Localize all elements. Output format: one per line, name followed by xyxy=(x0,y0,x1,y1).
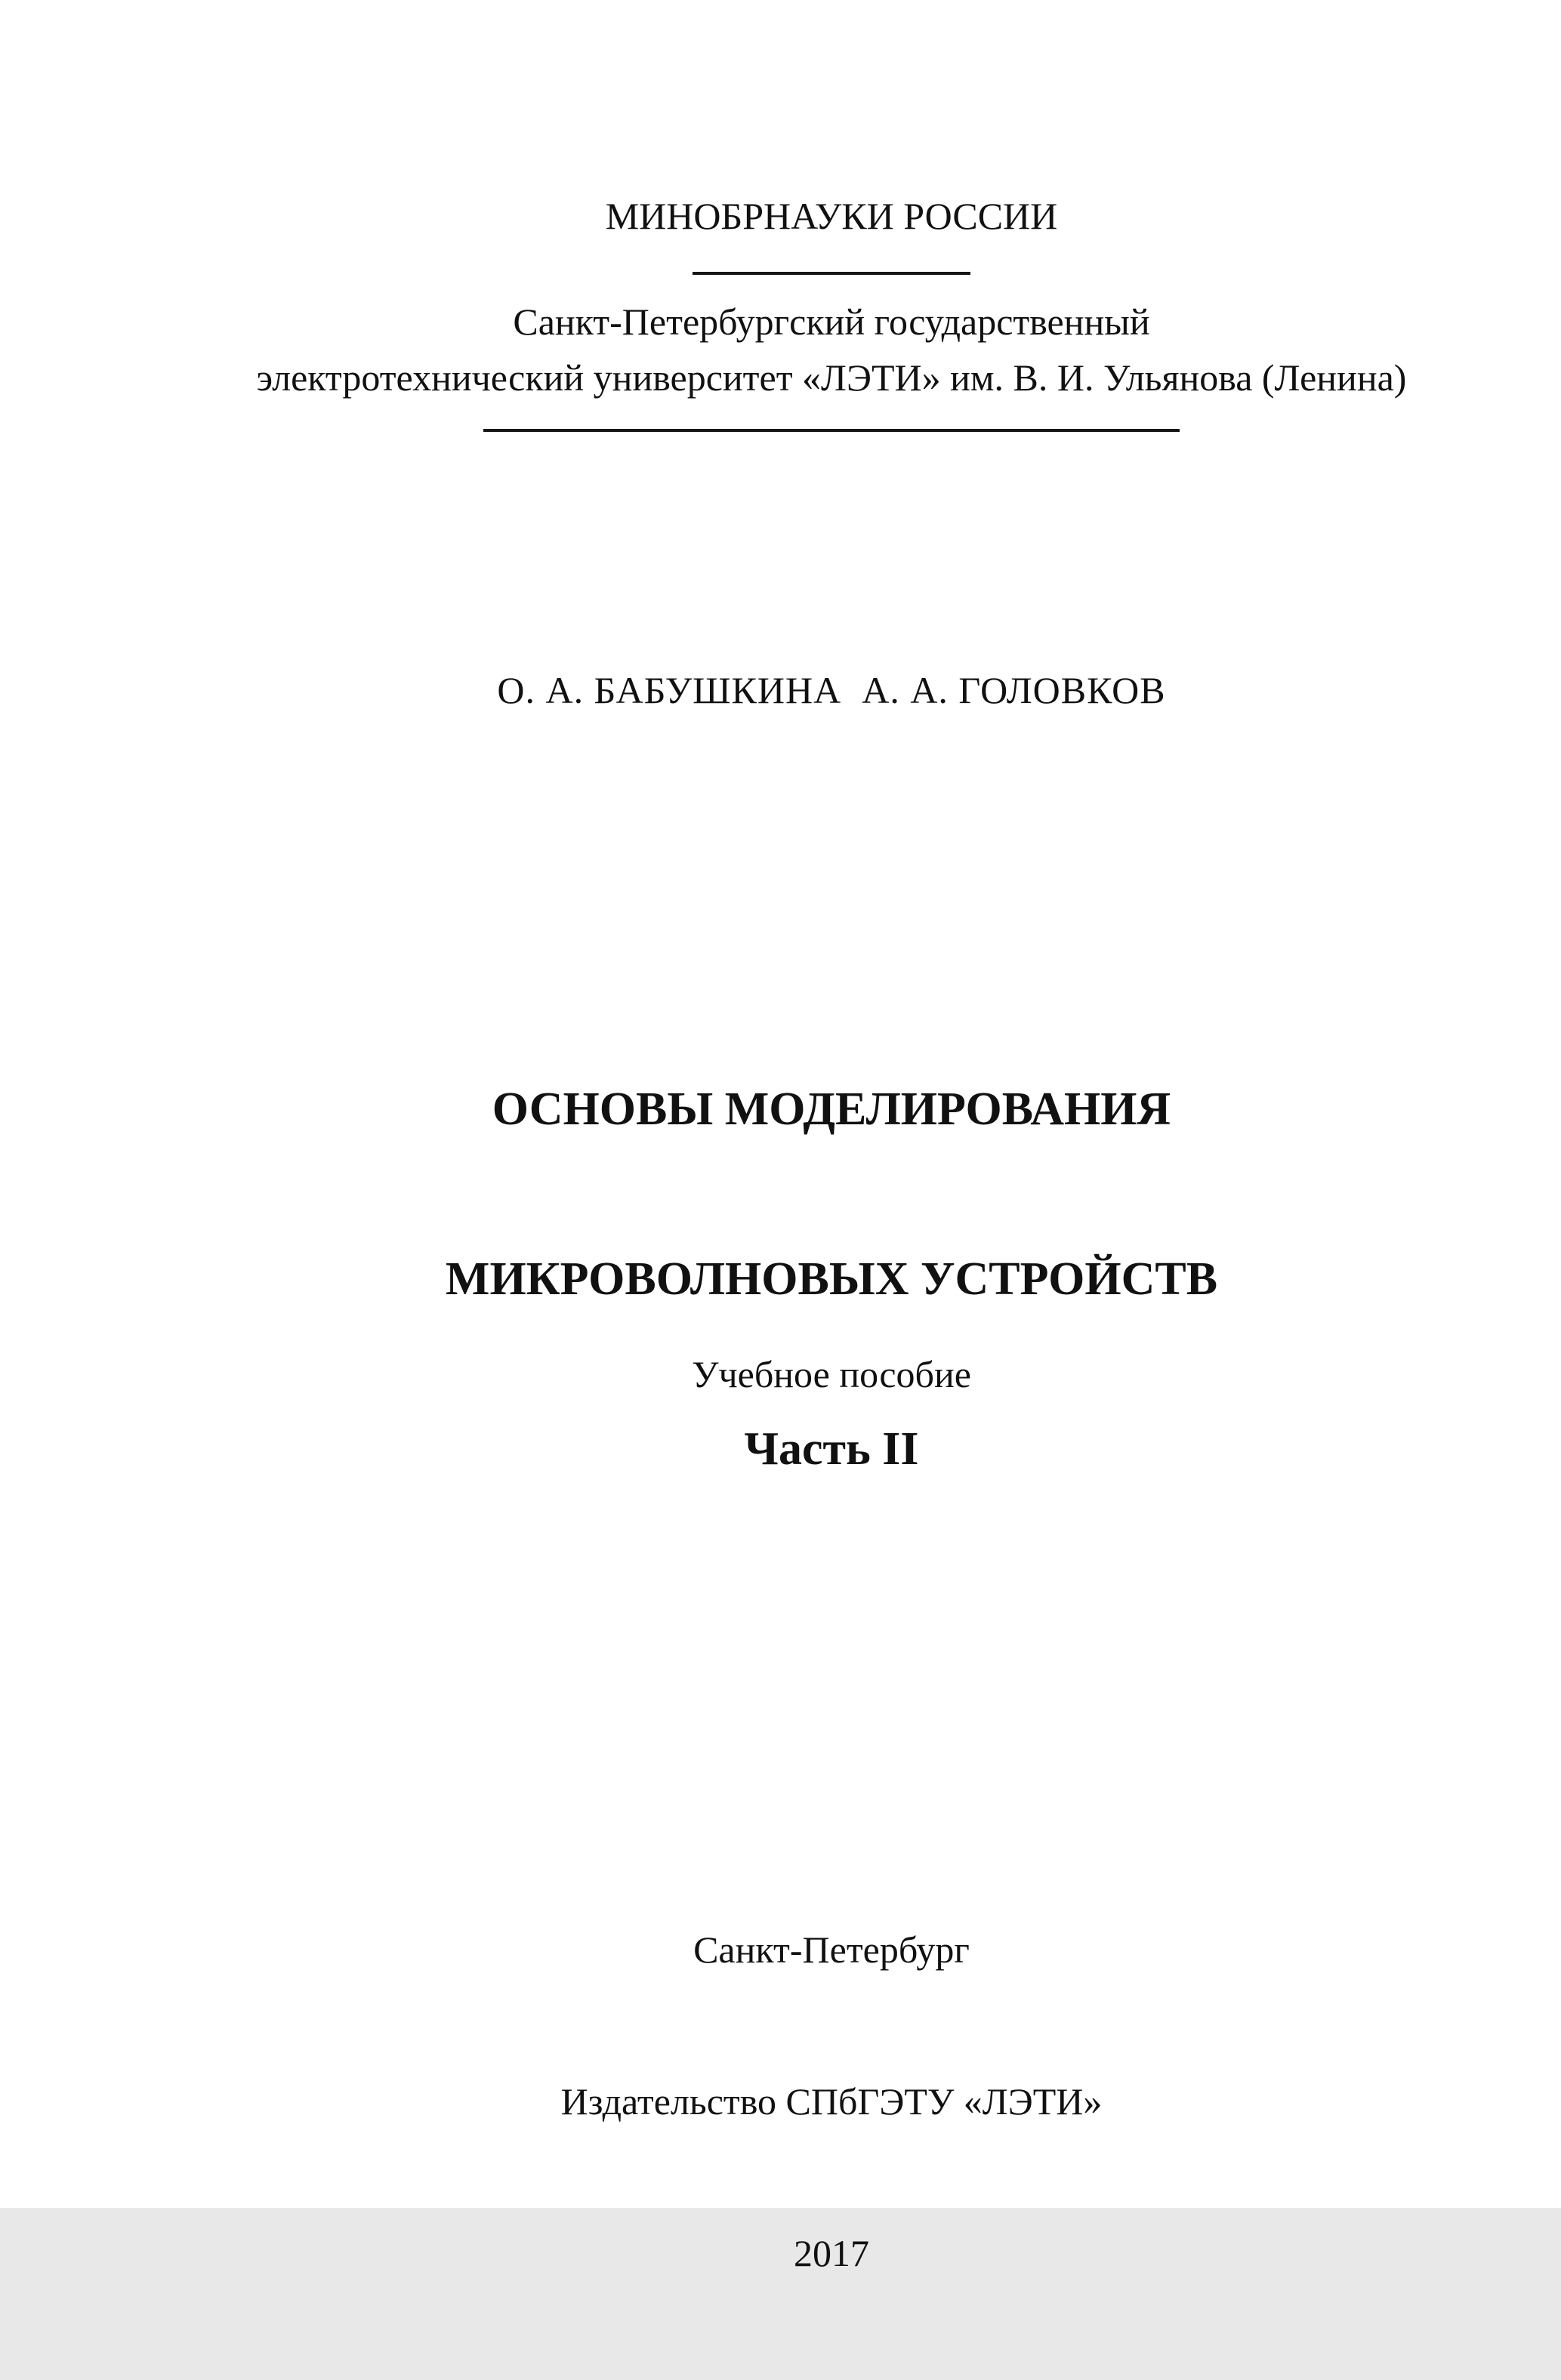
ministry-name: МИНОБРНАУКИ РОССИИ xyxy=(605,195,1058,237)
book-title-part: Часть II xyxy=(744,1423,919,1475)
book-title-line1: ОСНОВЫ МОДЕЛИРОВАНИЯ xyxy=(492,1084,1171,1135)
imprint-year: 2017 xyxy=(794,2232,869,2274)
edition-type: Учебное пособие xyxy=(692,1353,971,1395)
divider-long xyxy=(483,429,1180,432)
content-column xyxy=(234,0,1429,2274)
imprint-publisher: Издательство СПбГЭТУ «ЛЭТИ» xyxy=(560,2080,1103,2123)
book-title-line2: МИКРОВОЛНОВЫХ УСТРОЙСТВ xyxy=(445,1253,1218,1305)
imprint xyxy=(234,1824,1429,2380)
imprint-city: Санкт-Петербург xyxy=(693,1928,970,1971)
book-title xyxy=(234,968,1429,1591)
university-name-line1: Санкт-Петербургский государственный xyxy=(513,301,1150,343)
divider-short xyxy=(693,272,970,275)
university-name-line2: электротехнический университет «ЛЭТИ» им. В. И. Ульянова (Ленина) xyxy=(256,356,1407,399)
authors: О. А. БАБУШКИНА А. А. ГОЛОВКОВ xyxy=(497,669,1166,711)
